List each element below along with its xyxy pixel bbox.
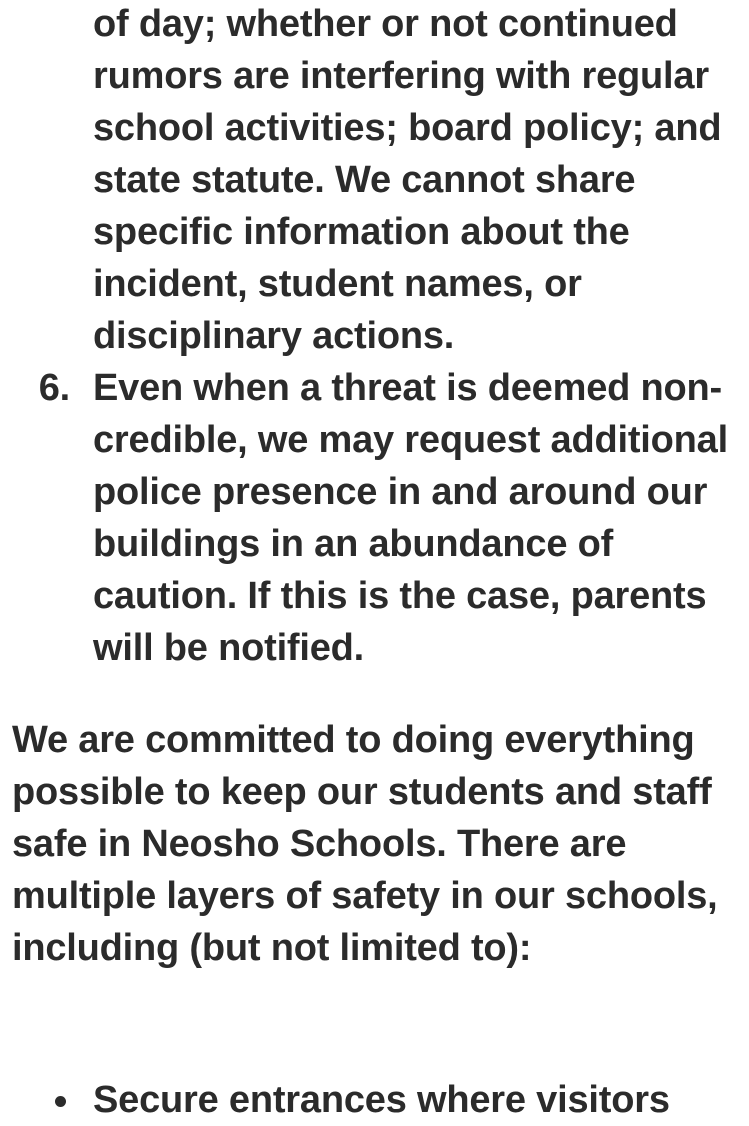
body-paragraph: We are committed to doing everything possible to keep our students and staff safe in Neosho Schools. There are multiple layers of safety in our schools, including (but not limited to): <box>12 719 718 969</box>
list-item <box>0 362 749 674</box>
list-item-text: Even when a threat is deemed non-credible, we may request additional police presence in and around our buildings in an abundance of caution. If this is the case, parents will be notified. <box>93 367 728 669</box>
bullet-list-spacer <box>0 974 749 1074</box>
paragraph-spacer <box>0 674 749 714</box>
list-item <box>0 0 749 362</box>
bullet-list <box>0 1074 749 1126</box>
list-item-text: Secure entrances where visitors <box>93 1079 670 1121</box>
bullet-dot-icon <box>55 1096 66 1107</box>
list-item-marker: 6. <box>38 367 70 409</box>
list-item <box>0 1074 749 1126</box>
list-item-text: of day; whether or not continued rumors are interfering with regular school activities; board policy; and state statute. We cannot share specific information about the incident, student names, or disciplinary actions. <box>93 3 722 357</box>
